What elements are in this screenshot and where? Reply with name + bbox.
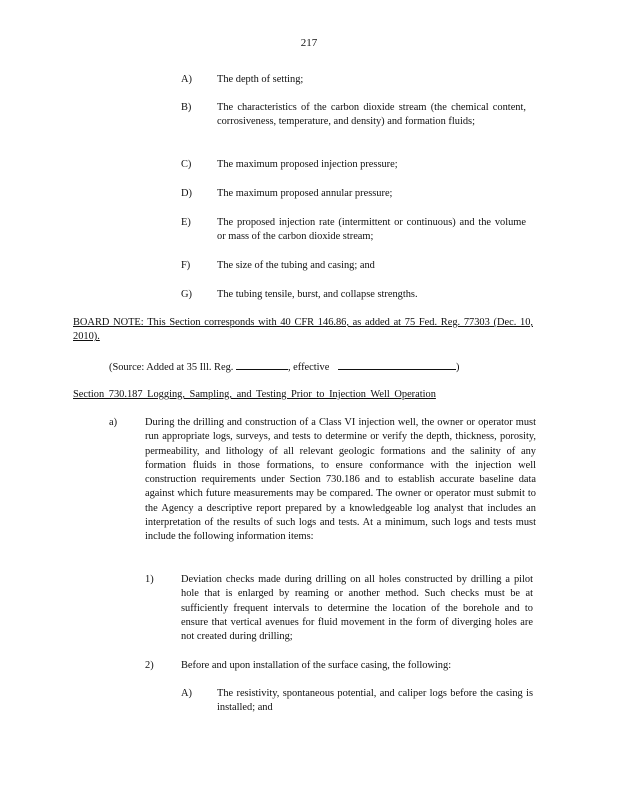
list-item-text: The proposed injection rate (intermittent or continuous) and the volume or mass of the carbon dioxide stream; — [217, 217, 526, 243]
list-item-label: A) — [181, 74, 192, 85]
subsection-text: During the drilling and construction of a Class VI injection well, the owner or operator must run appropriate logs, surveys, and tests to determine or verify the depth, thickness, porosity, permeability, and lithology of all relevant geologic formations and the salinity of any formation fluids in those formations, to ensure conformance with the injection well construction requirements under Section 730.186 and to establish accurate baseline data against which future measurements may be compared. The owner or operator must submit to the Agency a descriptive report prepared by a knowledgeable log analyst that includes an interpretation of the results of such logs and tests. At a minimum, such logs and tests must include the following information items: — [145, 417, 536, 543]
source-suffix: ) — [455, 362, 460, 373]
list-item-label: F) — [181, 260, 191, 271]
list-item-text: The maximum proposed annular pressure; — [217, 188, 393, 199]
register-blank — [236, 359, 288, 370]
list-item-label: B) — [181, 102, 192, 113]
source-middle: , effective — [287, 362, 330, 373]
item-text: Before and upon installation of the surface casing, the following: — [181, 660, 452, 671]
list-item-text: The maximum proposed injection pressure; — [217, 159, 398, 170]
effective-date-blank — [338, 359, 456, 370]
list-item-label: C) — [181, 159, 192, 170]
item-text: Deviation checks made during drilling on all holes constructed by drilling a pilot hole that is enlarged by reaming or another method. Such checks must be at sufficiently frequent intervals to determine the location of the borehole and to ensure that vertical avenues for fluid movement in the form of diverging holes are not created during drilling; — [181, 574, 533, 643]
board-note: BOARD NOTE: This Section corresponds with 40 CFR 146.86, as added at 75 Fed. Reg. 77303 (Dec. 10, 2010). — [73, 317, 533, 343]
list-item-text: The tubing tensile, burst, and collapse strengths. — [217, 289, 418, 300]
item-text: The resistivity, spontaneous potential, and caliper logs before the casing is installed; and — [217, 688, 533, 714]
list-item-text: The characteristics of the carbon dioxide stream (the chemical content, corrosiveness, temperature, and density) and formation fluids; — [217, 102, 526, 128]
list-item-label: E) — [181, 217, 191, 228]
list-item-text: The size of the tubing and casing; and — [217, 260, 375, 271]
item-label: A) — [181, 688, 192, 699]
subsection-label: a) — [109, 417, 118, 428]
section-heading: Section 730.187 Logging, Sampling, and Testing Prior to Injection Well Operation — [73, 389, 436, 400]
source-line — [109, 359, 529, 375]
list-item-label: G) — [181, 289, 192, 300]
list-item-text: The depth of setting; — [217, 74, 304, 85]
item-label: 1) — [145, 574, 154, 585]
item-label: 2) — [145, 660, 154, 671]
source-prefix: (Source: Added at 35 Ill. Reg. — [109, 362, 234, 373]
list-item-label: D) — [181, 188, 192, 199]
page-number: 217 — [300, 37, 318, 49]
